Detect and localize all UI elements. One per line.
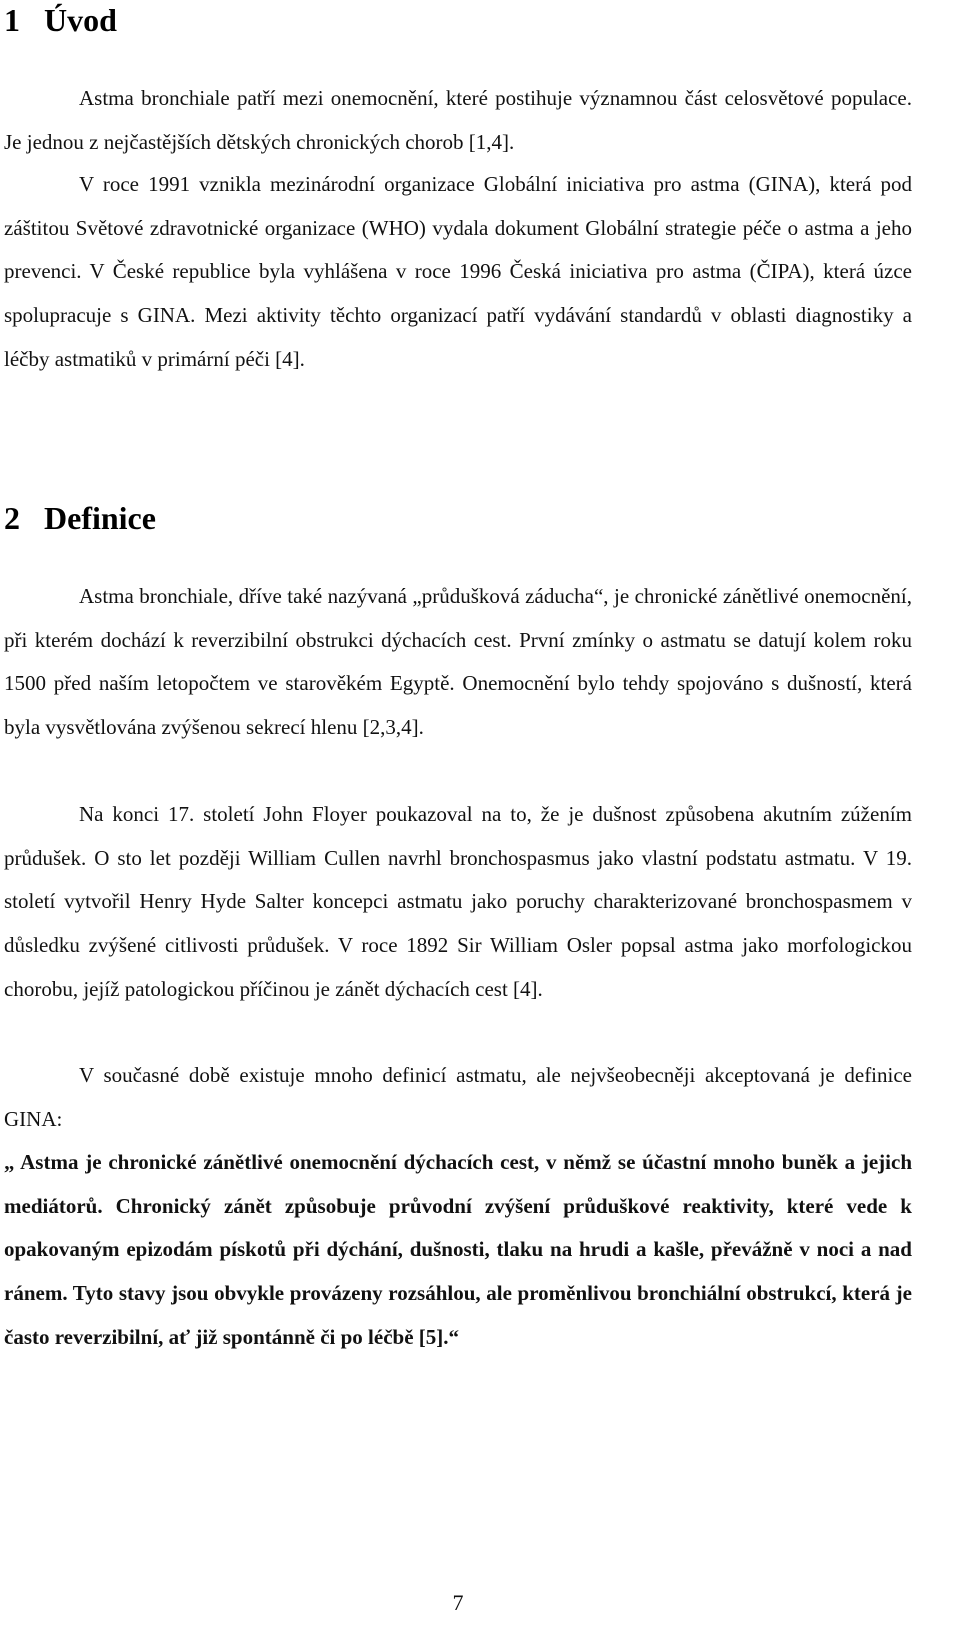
section-title: Definice bbox=[44, 500, 156, 536]
page-number: 7 bbox=[452, 1590, 464, 1615]
paragraph: V současné době existuje mnoho definicí astmatu, ale nejvšeobecněji akceptovaná je definice GINA: bbox=[4, 1063, 912, 1131]
paragraph: Astma bronchiale, dříve také nazývaná „průdušková záducha“, je chronické zánětlivé onemocnění, při kterém dochází k reverzibilní obstrukci dýchacích cest. První zmínky o astmatu se datují kolem roku 1500 před naším letopočtem ve starověkém Egyptě. Onemocnění bylo tehdy spojováno s dušností, která byla vysvětlována zvýšenou sekrecí hlenu [2,3,4]. bbox=[4, 584, 912, 740]
paragraph: Astma bronchiale patří mezi onemocnění, které postihuje významnou část celosvětové populace. Je jednou z nejčastějších dětských chronických chorob [1,4]. bbox=[4, 86, 912, 154]
definition-quote: „ Astma je chronické zánětlivé onemocnění dýchacích cest, v němž se účastní mnoho buněk a jejich mediátorů. Chronický zánět způsobuje průvodní zvýšení průduškové reaktivity, které vede k opakovaným epizodám pískotů při dýchání, dušnosti, tlaku na hrudi a kašle, převážně v noci a nad ránem. Tyto stavy jsou obvykle provázeny rozsáhlou, ale proměnlivou bronchiální obstrukcí, která je často reverzibilní, ať již spontánně či po léčbě [5].“ bbox=[4, 1150, 912, 1349]
section-title: Úvod bbox=[44, 2, 117, 38]
paragraph: V roce 1991 vznikla mezinárodní organizace Globální iniciativa pro astma (GINA), která pod záštitou Světové zdravotnické organizace (WHO) vydala dokument Globální strategie péče o astma a jeho prevenci. V České republice byla vyhlášena v roce 1996 Česká iniciativa pro astma (ČIPA), která úzce spolupracuje s GINA. Mezi aktivity těchto organizací patří vydávání standardů v oblasti diagnostiky a léčby astmatiků v primární péči [4]. bbox=[4, 172, 912, 371]
section-number: 1 bbox=[4, 2, 20, 38]
section-heading-definice bbox=[4, 498, 156, 538]
section-heading-uvod bbox=[4, 0, 117, 40]
section-number: 2 bbox=[4, 500, 20, 536]
paragraph: Na konci 17. století John Floyer poukazoval na to, že je dušnost způsobena akutním zúžením průdušek. O sto let později William Cullen navrhl bronchospasmus jako vlastní podstatu astmatu. V 19. století vytvořil Henry Hyde Salter koncepci astmatu jako poruchy charakterizované bronchospasmem v důsledku zvýšené citlivosti průdušek. V roce 1892 Sir William Osler popsal astma jako morfologickou chorobu, jejíž patologickou příčinou je zánět dýchacích cest [4]. bbox=[4, 802, 912, 1001]
